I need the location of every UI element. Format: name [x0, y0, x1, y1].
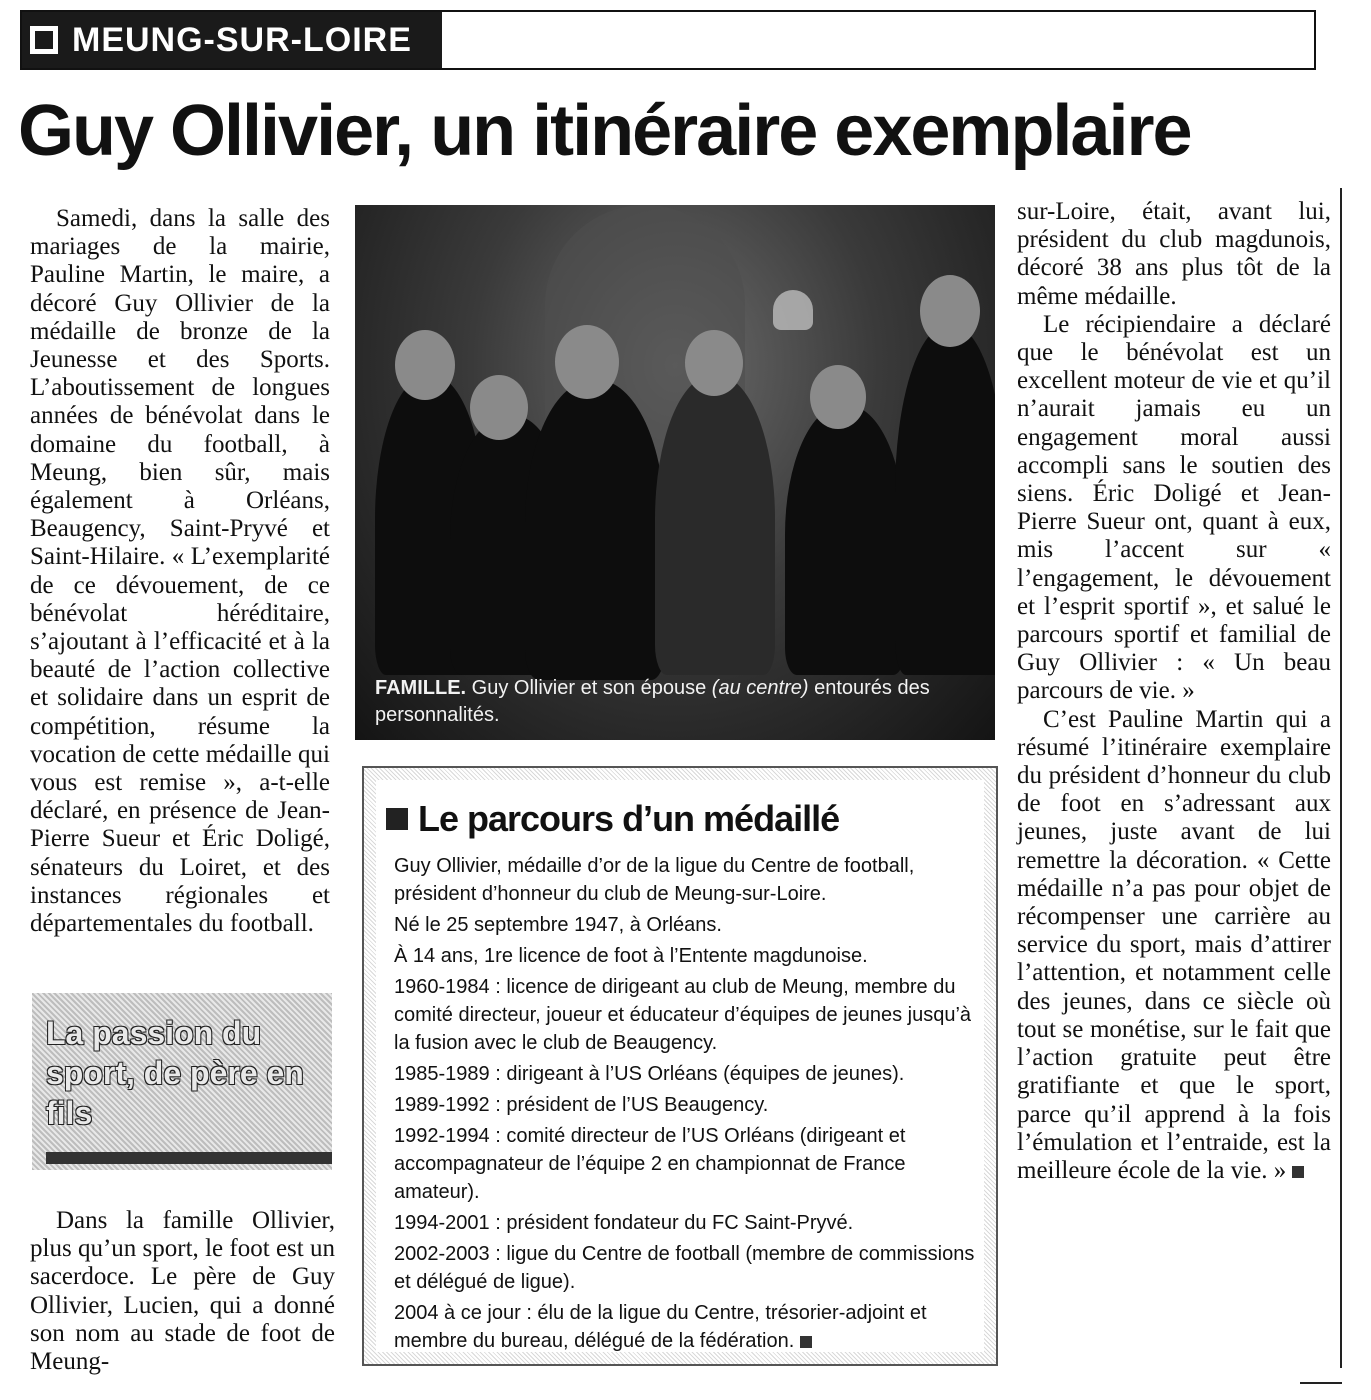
rubric-title: MEUNG-SUR-LOIRE: [72, 20, 412, 59]
timeline-line-text: 2004 à ce jour : élu de la ligue du Centre, trésorier-adjoint et membre du bureau, délégué de la fédération.: [394, 1302, 927, 1352]
column-rule: [1340, 188, 1342, 1368]
timeline-line: Guy Ollivier, médaille d’or de la ligue du Centre de football, président d’honneur du club de Meung-sur-Loire.: [394, 855, 915, 905]
left-column: [30, 205, 330, 938]
timeline-line: À 14 ans, 1re licence de foot à l’Entente magdunoise.: [394, 945, 868, 967]
timeline-line-last: [394, 1299, 984, 1355]
caption-text-1: Guy Ollivier et son épouse: [471, 677, 707, 699]
sidebar-bar: [46, 1152, 332, 1164]
left-column-continued: [30, 1207, 335, 1376]
sidebar-heading: La passion du sport, de père en fils: [46, 1015, 304, 1131]
timeline-line: 1985-1989 : dirigeant à l’US Orléans (équipes de jeunes).: [394, 1063, 905, 1085]
photo-person-shape: [785, 405, 905, 675]
photo-head-shape: [555, 325, 619, 399]
end-square-icon: [1292, 1166, 1304, 1178]
article-headline: Guy Ollivier, un itinéraire exemplaire: [18, 91, 1191, 171]
sidebar-heading-block: [32, 993, 332, 1170]
info-box-title-text: Le parcours d’un médaillé: [418, 798, 840, 839]
photo-lamp-shape: [773, 290, 813, 330]
photo-head-shape: [395, 330, 455, 400]
info-box-body: [394, 852, 984, 1358]
right-paragraph-2: Le récipiendaire a déclaré que le bénévolat est un excellent moteur de vie et qu’il n’aurait jamais eu un engagement moral aussi accompli sans le soutien des siens. Éric Doligé et Jean-Pierre Sueur ont, quant à eux, mis l’accent sur « l’engagement, le dévouement et l’esprit sportif », et salué le parcours sportif et familial de Guy Ollivier : « Un beau parcours de vie. »: [1017, 310, 1331, 705]
article-photo: [355, 205, 995, 740]
square-bullet-icon: [386, 808, 408, 830]
timeline-line: 1960-1984 : licence de dirigeant au club de Meung, membre du comité directeur, joueur et éducateur d’équipes de jeunes jusqu’à la fusion avec le club de Beaugency.: [394, 976, 972, 1054]
end-square-icon: [800, 1336, 812, 1348]
info-box-title: [386, 798, 839, 840]
timeline-line: 1989-1992 : président de l’US Beaugency.: [394, 1094, 769, 1116]
info-box: [362, 766, 998, 1366]
caption-lead: FAMILLE.: [375, 677, 467, 699]
timeline-line: 1992-1994 : comité directeur de l’US Orléans (dirigeant et accompagnateur de l’équipe 2 en championnat de France amateur).: [394, 1125, 906, 1203]
photo-person-shape: [655, 375, 775, 675]
section-rubric: [20, 10, 1316, 70]
left-paragraph-2: Dans la famille Ollivier, plus qu’un sport, le foot est un sacerdoce. Le père de Guy Ollivier, Lucien, qui a donné son nom au stade de foot de Meung-: [30, 1207, 335, 1376]
rubric-square-icon: [30, 26, 58, 54]
right-paragraph-3: [1017, 706, 1331, 1185]
left-paragraph-1: Samedi, dans la salle des mariages de la mairie, Pauline Martin, le maire, a décoré Guy Ollivier de la médaille de bronze de la Jeunesse et des Sports. L’aboutissement de longues années de bénévolat dans le domaine du football, à Meung, bien sûr, mais également à Orléans, Beaugency, Saint-Pryvé et Saint-Hilaire. « L’exemplarité de ce dévouement, de ce bénévolat héréditaire, s’ajoutant à l’efficacité et à la beauté de l’action collective et solidaire dans un esprit de compétition, résume la vocation de cette médaille qui vous est remise », a-t-elle déclaré, en présence de Jean-Pierre Sueur et Éric Doligé, sénateurs du Loiret, et des instances régionales et départementales du football.: [30, 205, 330, 938]
photo-head-shape: [810, 365, 866, 429]
right-paragraph-1: sur-Loire, était, avant lui, président du club magdunois, décoré 38 ans plus tôt de la même médaille.: [1017, 198, 1331, 310]
right-paragraph-3-text: C’est Pauline Martin qui a résumé l’itinéraire exemplaire du président d’honneur du club de foot en s’adressant aux jeunes, juste avant de lui remettre la décoration. « Cette médaille n’a pas pour objet de récompenser une carrière au service du sport, mais d’attirer l’attention, et notamment celle des jeunes, dans ce siècle où tout se monétise, sur le fait que l’action gratuite peut être gratifiante et que le sport, parce qu’il apprend à la fois l’émulation et l’entraide, est la meilleure école de la vie. »: [1017, 705, 1331, 1184]
caption-text-2: entourés des personnalités.: [375, 677, 930, 726]
right-column: [1017, 198, 1331, 1185]
rubric-label-box: [22, 12, 442, 68]
timeline-line: Né le 25 septembre 1947, à Orléans.: [394, 914, 722, 936]
photo-caption: [375, 675, 985, 729]
photo-head-shape: [685, 330, 743, 396]
timeline-line: 2002-2003 : ligue du Centre de football (membre de commissions et délégué de ligue).: [394, 1243, 975, 1293]
timeline-line: 1994-2001 : président fondateur du FC Saint-Pryvé.: [394, 1212, 854, 1234]
corner-rule: [1300, 1382, 1342, 1384]
photo-head-shape: [470, 375, 528, 440]
info-box-inner: [376, 780, 984, 1352]
caption-italic: (au centre): [711, 677, 809, 699]
photo-head-shape: [920, 275, 980, 347]
photo-person-shape: [525, 380, 665, 680]
photo-person-shape: [895, 325, 995, 675]
